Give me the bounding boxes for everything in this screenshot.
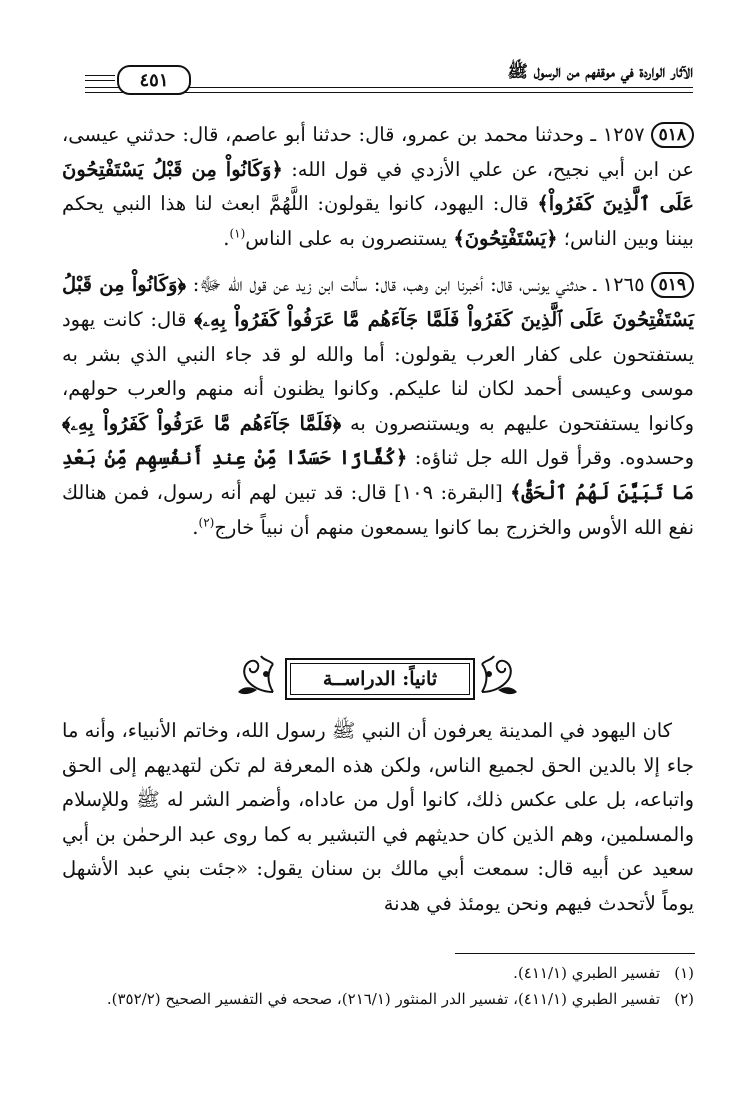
- footnote-item: [62, 986, 694, 1012]
- floral-ornament-icon: [233, 652, 278, 698]
- footnote-ref[interactable]: (١): [229, 226, 246, 241]
- study-paragraph: كان اليهود في المدينة يعرفون أن النبي ﷺ رسول الله، وخاتم الأنبياء، وأنه ما جاء إلا بالدين الحق لجميع الناس، ولكن هذه المعرفة لم تكن لتهديهم إلى الحق واتباعه، بل على عكس ذلك، كانوا أول من عاداه، وأضمر الشر له ﷺ وللإسلام والمسلمين، وهم الذين كان حديثهم في التبشير به كما روى عبد الرحمٰن بن أبي سعيد عن أبيه قال: سمعت أبي مالك بن سنان يقول: «جئت بني عبد الأشهل يوماً لأتحدث فيهم ونحن يومئذ في هدنة: [62, 719, 694, 915]
- quran-verse: ﴿يَسْتَفْتِحُونَ﴾: [453, 226, 558, 250]
- quran-verse: ﴿وَكَانُواْ مِن قَبْلُ يَسْتَفْتِحُونَ عَلَى ٱلَّذِينَ كَفَرُواْ فَلَمَّا جَآءَهُم مَّا عَرَفُواْ كَفَرُواْ بِهِۦ﴾: [62, 273, 694, 331]
- narration-518: [62, 118, 694, 256]
- floral-ornament-icon: [477, 652, 522, 698]
- narration-text: ١٢٥٧ ـ وحدثنا محمد بن عمرو، قال: حدثنا أبو عاصم، قال: حدثني عيسى، عن ابن أبي نجيح، عن علي الأزدي في قول الله:: [62, 123, 694, 181]
- section-title: ثانياً: الدراســة: [285, 658, 475, 700]
- header-rule: [85, 80, 115, 81]
- study-block: [62, 714, 694, 922]
- narration-text: يستنصرون به على الناس: [245, 226, 454, 250]
- header-rule: [85, 75, 115, 76]
- quran-verse: ﴿وَكَانُواْ مِن قَبْلُ يَسْتَفْتِحُونَ عَلَى ٱلَّذِينَ كَفَرُواْ﴾: [62, 157, 694, 216]
- narration-text: ١٢٦٥ ـ حدثني يونس، قال: أخبرنا ابن وهب، قال: سألت ابن زيد عن قول الله ﷻ:: [186, 273, 645, 297]
- footnote-item: [62, 960, 694, 986]
- quran-verse: ﴿كُفَّارًا حَسَدًا مِّنْ عِندِ أَنفُسِهِم مِّنۢ بَعْدِ مَا تَبَيَّنَ لَهُمُ ٱلْحَقُّ﴾: [62, 446, 694, 504]
- narration-text: [البقرة: ١٠٩] قال: قد تبين لهم أنه رسول، فمن هنالك نفع الله الأوس والخزرج بما كانوا يسمعون منهم أن نبياً خارج: [62, 480, 694, 539]
- narration-number-badge: ٥١٩: [651, 272, 694, 298]
- narration-519: [62, 268, 694, 545]
- narration-text: وحسدوه. وقرأ قول الله جل ثناؤه:: [407, 446, 694, 470]
- footnote-number: (٢): [674, 990, 694, 1008]
- sentence-end: .: [192, 515, 199, 539]
- footnote-number: (١): [674, 964, 694, 982]
- narrations-block: [62, 118, 694, 545]
- footnotes: [62, 960, 694, 1012]
- footnote-text: تفسير الطبري (٤١١/١).: [513, 964, 660, 982]
- section-heading: [0, 650, 753, 700]
- quran-verse: ﴿فَلَمَّا جَآءَهُم مَّا عَرَفُواْ كَفَرُواْ بِهِۦ﴾: [62, 411, 342, 435]
- sentence-end: .: [223, 226, 230, 250]
- narration-number-badge: ٥١٨: [651, 122, 694, 148]
- footnote-ref[interactable]: (٢): [198, 515, 215, 530]
- footnote-separator: [455, 953, 695, 954]
- header-title: الآثار الواردة في موقفهم من الرسول ﷺ: [507, 62, 693, 82]
- page-number: ٤٥١: [117, 65, 191, 95]
- footnote-text: تفسير الطبري (٤١١/١)، تفسير الدر المنثور (٢١٦/١)، صححه في التفسير الصحيح (٣٥٢/٢).: [106, 990, 660, 1008]
- narration-text: قال: كانت يهود يستفتحون على كفار العرب يقولون: أما والله لو قد جاء النبي الذي بشر به موسى وعيسى أحمد لكان لنا عليكم. وكانوا يظنون أنه منهم والعرب حولهم، وكانوا يستفتحون عليهم به ويستنصرون به: [62, 307, 694, 435]
- narration-text: قال: اليهود، كانوا يقولون: اللَّهُمَّ ابعث لنا هذا النبي يحكم بيننا وبين الناس؛: [62, 192, 694, 250]
- running-header: [85, 58, 693, 100]
